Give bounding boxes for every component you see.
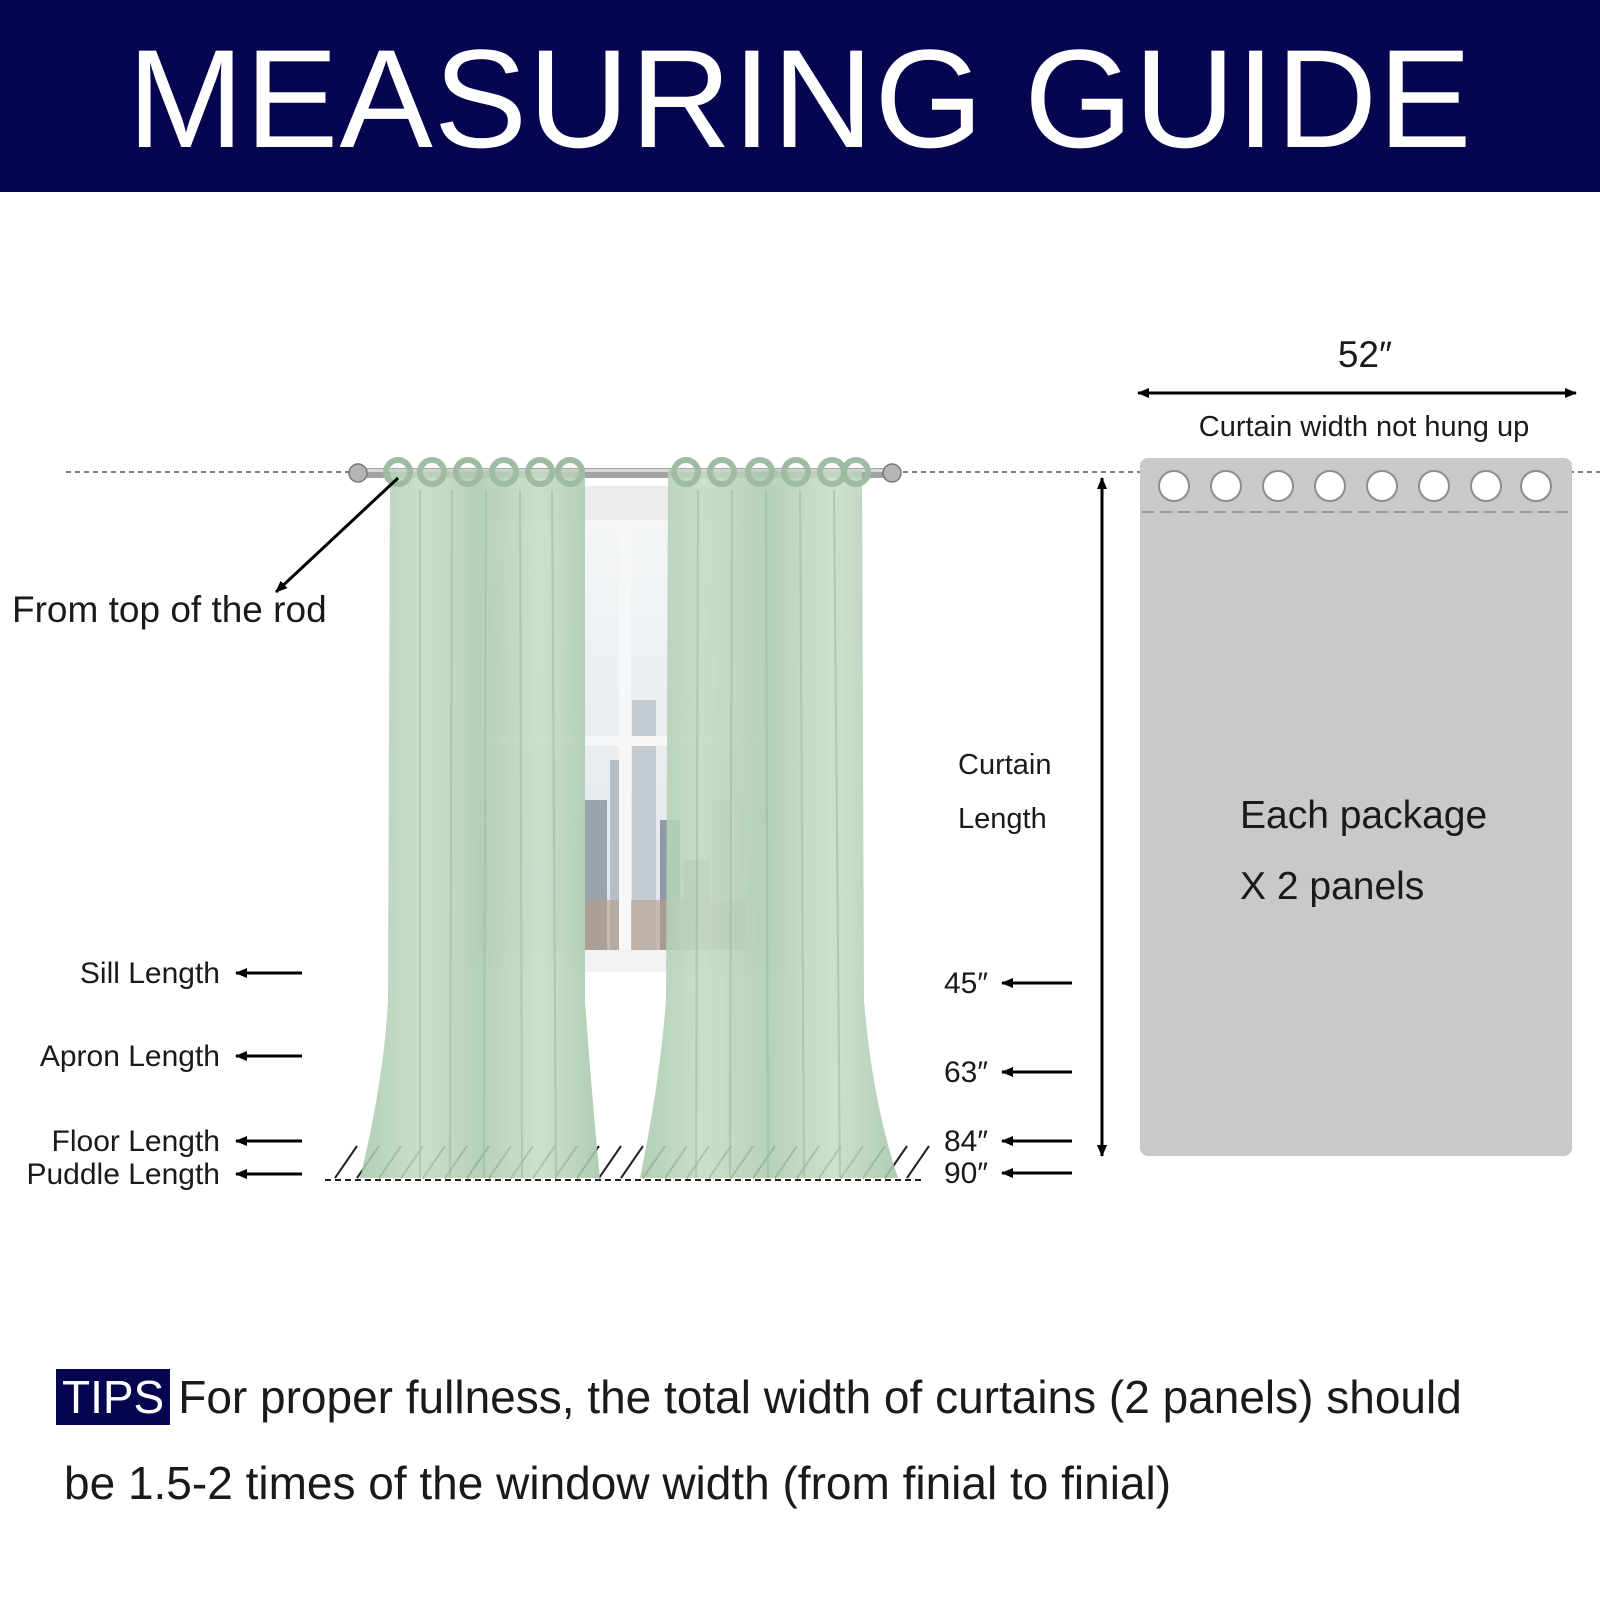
rod-note: From top of the rod [12,589,327,630]
panel-grommet [1211,471,1241,501]
puddle-length-size: 90″ [944,1157,988,1190]
panel-grommet [1521,471,1551,501]
package-label: Each package [1240,794,1488,837]
right-finial [883,464,901,482]
sill-length-size: 45″ [944,967,988,1000]
apron-length-label: Apron Length [39,1040,220,1073]
floor-length-size: 84″ [944,1125,988,1158]
panel-grommet [1159,471,1189,501]
curtain-length-label-2: Length [958,803,1047,835]
sill-length-label: Sill Length [79,957,220,990]
panel-width-caption: Curtain width not hung up [1198,411,1530,443]
curtain-length-label: Curtain [958,749,1052,781]
left-finial [349,464,367,482]
panel-grommet [1315,471,1345,501]
tips-text-line2: be 1.5-2 times of the window width (from finial to finial) [64,1457,1172,1509]
panel-width-value: 52″ [1337,334,1393,375]
tips-tag: TIPS [56,1369,170,1425]
right-curtain-panel [640,470,898,1178]
floor-length-label: Floor Length [51,1125,220,1158]
apron-length-size: 63″ [944,1056,988,1089]
flat-curtain-panel [1140,458,1572,1156]
page-title: MEASURING GUIDE [127,20,1473,177]
panel-grommet [1419,471,1449,501]
panel-grommet [1471,471,1501,501]
tips-note [56,1354,1576,1526]
tips-text-line1: For proper fullness, the total width of curtains (2 panels) should [178,1371,1462,1423]
puddle-length-label: Puddle Length [26,1158,220,1191]
rod-pointer-arrow [276,478,398,592]
left-curtain-panel [360,470,600,1178]
panel-grommet [1367,471,1397,501]
package-label-2: X 2 panels [1240,865,1425,908]
panel-grommet [1263,471,1293,501]
